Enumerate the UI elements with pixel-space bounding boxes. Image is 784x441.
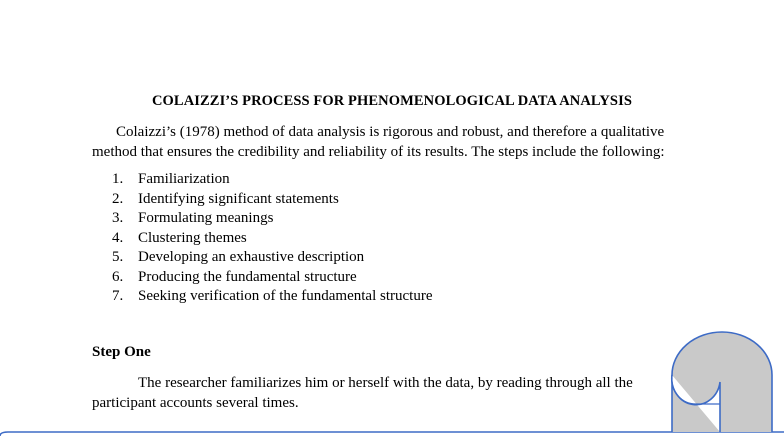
section-heading: Step One — [92, 344, 151, 360]
list-item-number: 5. — [112, 249, 124, 265]
page-title: COLAIZZI’S PROCESS FOR PHENOMENOLOGICAL DATA ANALYSIS — [151, 93, 632, 109]
section-line-1: The researcher familiarizes him or herself with the data, by reading through all the — [138, 375, 633, 391]
spiral-ornament-fill — [672, 332, 772, 432]
list-item-label: Identifying significant statements — [138, 190, 339, 207]
list-item-label: Seeking verification of the fundamental structure — [138, 288, 433, 304]
list-item-number: 2. — [112, 190, 124, 207]
list-item-number: 3. — [112, 210, 124, 226]
list-item-number: 1. — [112, 171, 124, 187]
bottom-rule — [0, 432, 784, 436]
section-line-2: participant accounts several times. — [92, 395, 299, 411]
list-item-number: 4. — [112, 229, 124, 246]
list-item-label: Producing the fundamental structure — [138, 268, 357, 285]
list-item-label: Clustering themes — [138, 229, 247, 246]
intro-line-2: method that ensures the credibility and reliability of its results. The steps include the following: — [92, 144, 665, 160]
list-item-label: Developing an exhaustive description — [138, 249, 365, 265]
list-item-number: 7. — [112, 288, 124, 304]
list-item-number: 6. — [112, 268, 124, 285]
list-item-label: Formulating meanings — [138, 210, 274, 226]
list-item-label: Familiarization — [138, 171, 230, 187]
intro-line-1: Colaizzi’s (1978) method of data analysis is rigorous and robust, and therefore a qualitative — [116, 124, 665, 140]
